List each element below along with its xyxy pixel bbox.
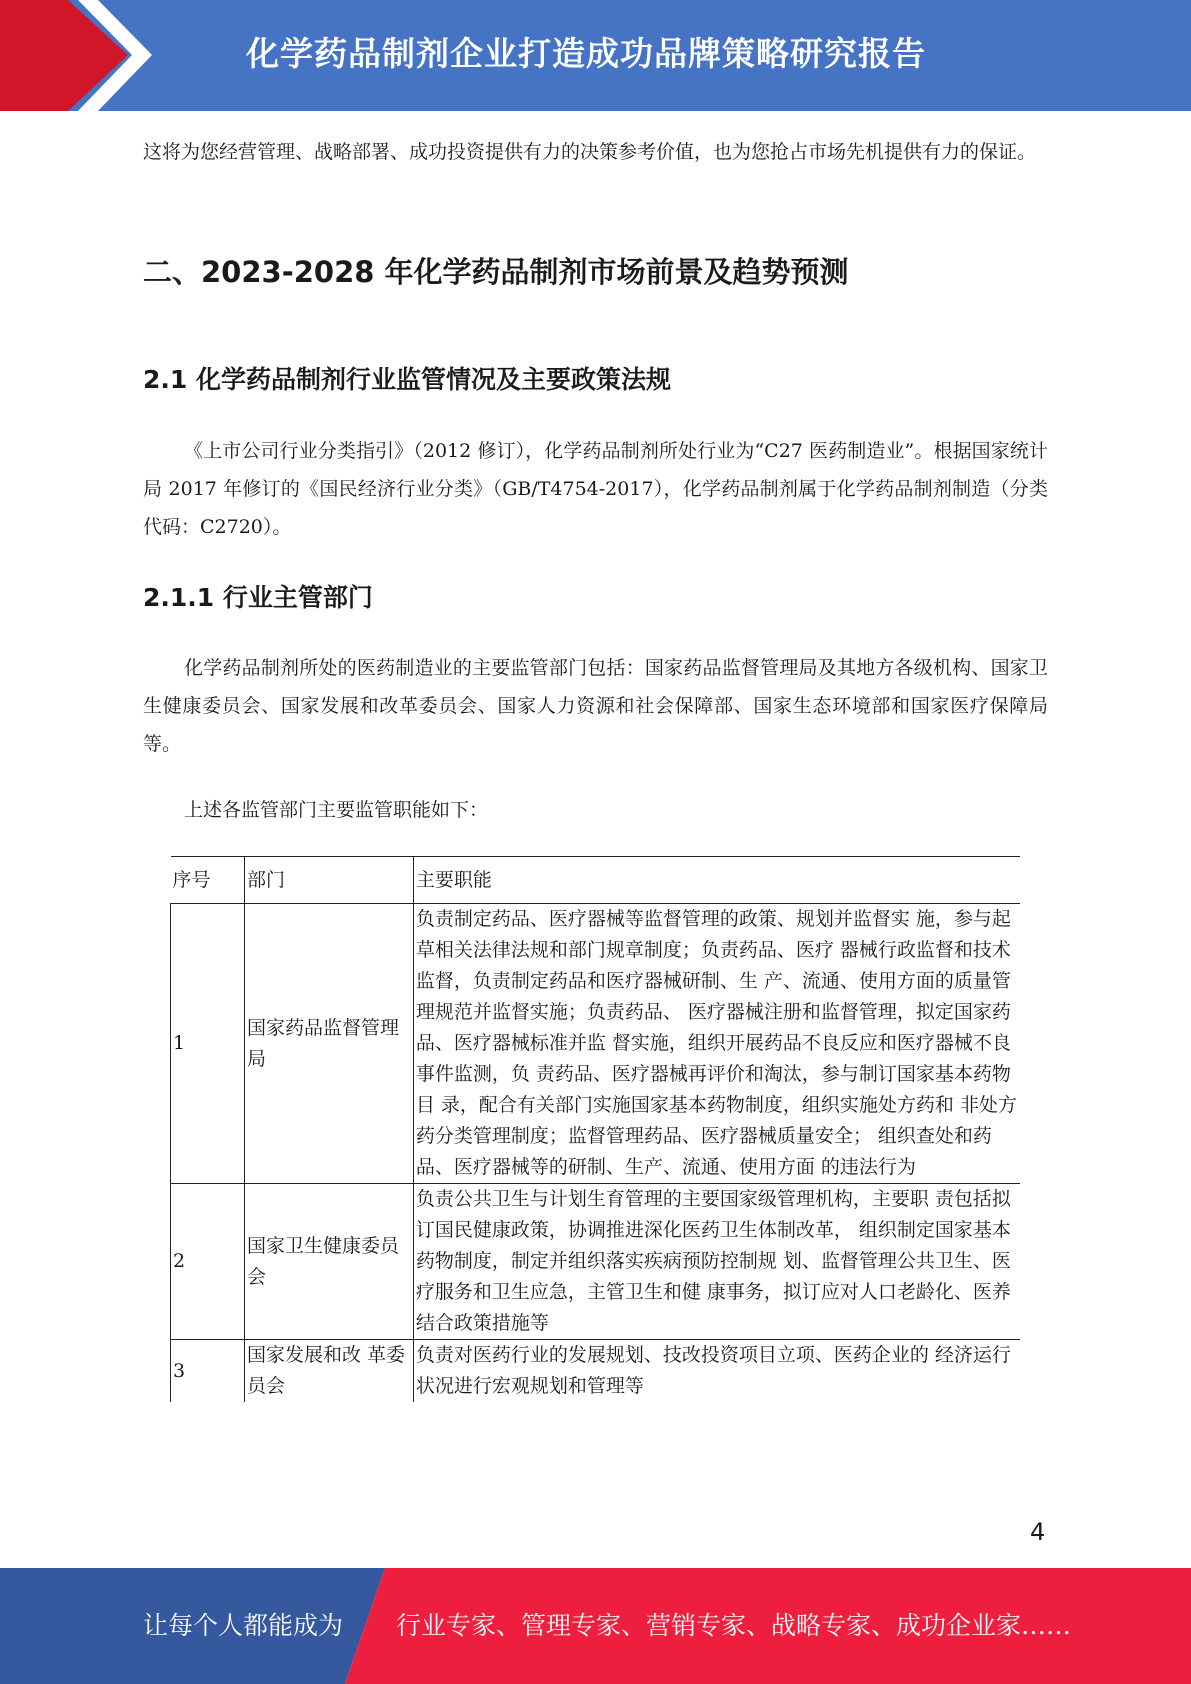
classification-paragraph: 《上市公司行业分类指引》（2012 修订），化学药品制剂所处行业为“C27 医药制造业”。根据国家统计局 2017 年修订的《国民经济行业分类》（GB/T4754-2017），化学药品制剂属于化学药品制剂制造（分类代码：C2720）。 — [143, 440, 1048, 538]
header-department: 部门 — [244, 857, 413, 904]
regulator-duties-table — [170, 856, 1020, 1402]
row-duties: 负责公共卫生与计划生育管理的主要国家级管理机构，主要职 责包括拟订国民健康政策，协调推进深化医药卫生体制改革， 组织制定国家基本药物制度，制定并组织落实疾病预防控制规 划、监督管理公共卫生、医疗服务和卫生应急，主管卫生和健 康事务，拟订应对人口老龄化、医养结合政策措施等 — [413, 1184, 1020, 1340]
header-no: 序号 — [171, 857, 245, 904]
row-department: 国家药品监督管理局 — [244, 904, 413, 1184]
row-no: 1 — [171, 904, 245, 1184]
page-number: 4 — [1030, 1518, 1046, 1546]
subsubsection-heading: 2.1.1 行业主管部门 — [143, 583, 373, 612]
row-no: 3 — [171, 1340, 245, 1403]
intro-paragraph: 这将为您经营管理、战略部署、成功投资提供有力的决策参考价值，也为您抢占市场先机提供有力的保证。 — [143, 141, 1037, 163]
table-row — [171, 1184, 1021, 1340]
table-header-row — [171, 857, 1021, 904]
row-department: 国家发展和改 革委员会 — [244, 1340, 413, 1403]
row-no: 2 — [171, 1184, 245, 1340]
table-intro: 上述各监管部门主要监管职能如下： — [184, 799, 489, 821]
subsection-heading: 2.1 化学药品制剂行业监管情况及主要政策法规 — [143, 365, 671, 394]
header-duties: 主要职能 — [413, 857, 1020, 904]
row-duties: 负责制定药品、医疗器械等监督管理的政策、规划并监督实 施，参与起草相关法律法规和部门规章制度；负责药品、医疗 器械行政监督和技术监督，负责制定药品和医疗器械研制、生 产、流通、使用方面的质量管理规范并监督实施；负责药品、 医疗器械注册和监督管理，拟定国家药品、医疗器械标准并监 督实施，组织开展药品不良反应和医疗器械不良事件监测，负 责药品、医疗器械再评价和淘汰，参与制订国家基本药物目 录，配合有关部门实施国家基本药物制度，组织实施处方药和 非处方药分类管理制度；监督管理药品、医疗器械质量安全； 组织查处和药品、医疗器械等的研制、生产、流通、使用方面 的违法行为 — [413, 904, 1020, 1184]
section-heading: 二、2023-2028 年化学药品制剂市场前景及趋势预测 — [143, 255, 849, 289]
row-department: 国家卫生健康委员会 — [244, 1184, 413, 1340]
report-title: 化学药品制剂企业打造成功品牌策略研究报告 — [246, 34, 926, 73]
row-duties: 负责对医药行业的发展规划、技改投资项目立项、医药企业的 经济运行状况进行宏观规划和管理等 — [413, 1340, 1020, 1403]
regulators-paragraph: 化学药品制剂所处的医药制造业的主要监管部门包括：国家药品监督管理局及其地方各级机构、国家卫生健康委员会、国家发展和改革委员会、国家人力资源和社会保障部、国家生态环境部和国家医疗保障局等。 — [143, 657, 1048, 755]
page-footer — [0, 1568, 1191, 1684]
footer-slogan-left: 让每个人都能成为 — [143, 1611, 344, 1640]
page-header — [0, 0, 1191, 111]
table-row — [171, 1340, 1021, 1403]
footer-slogan-right: 行业专家、管理专家、营销专家、战略专家、成功企业家…… — [396, 1611, 1072, 1640]
table-row — [171, 904, 1021, 1184]
